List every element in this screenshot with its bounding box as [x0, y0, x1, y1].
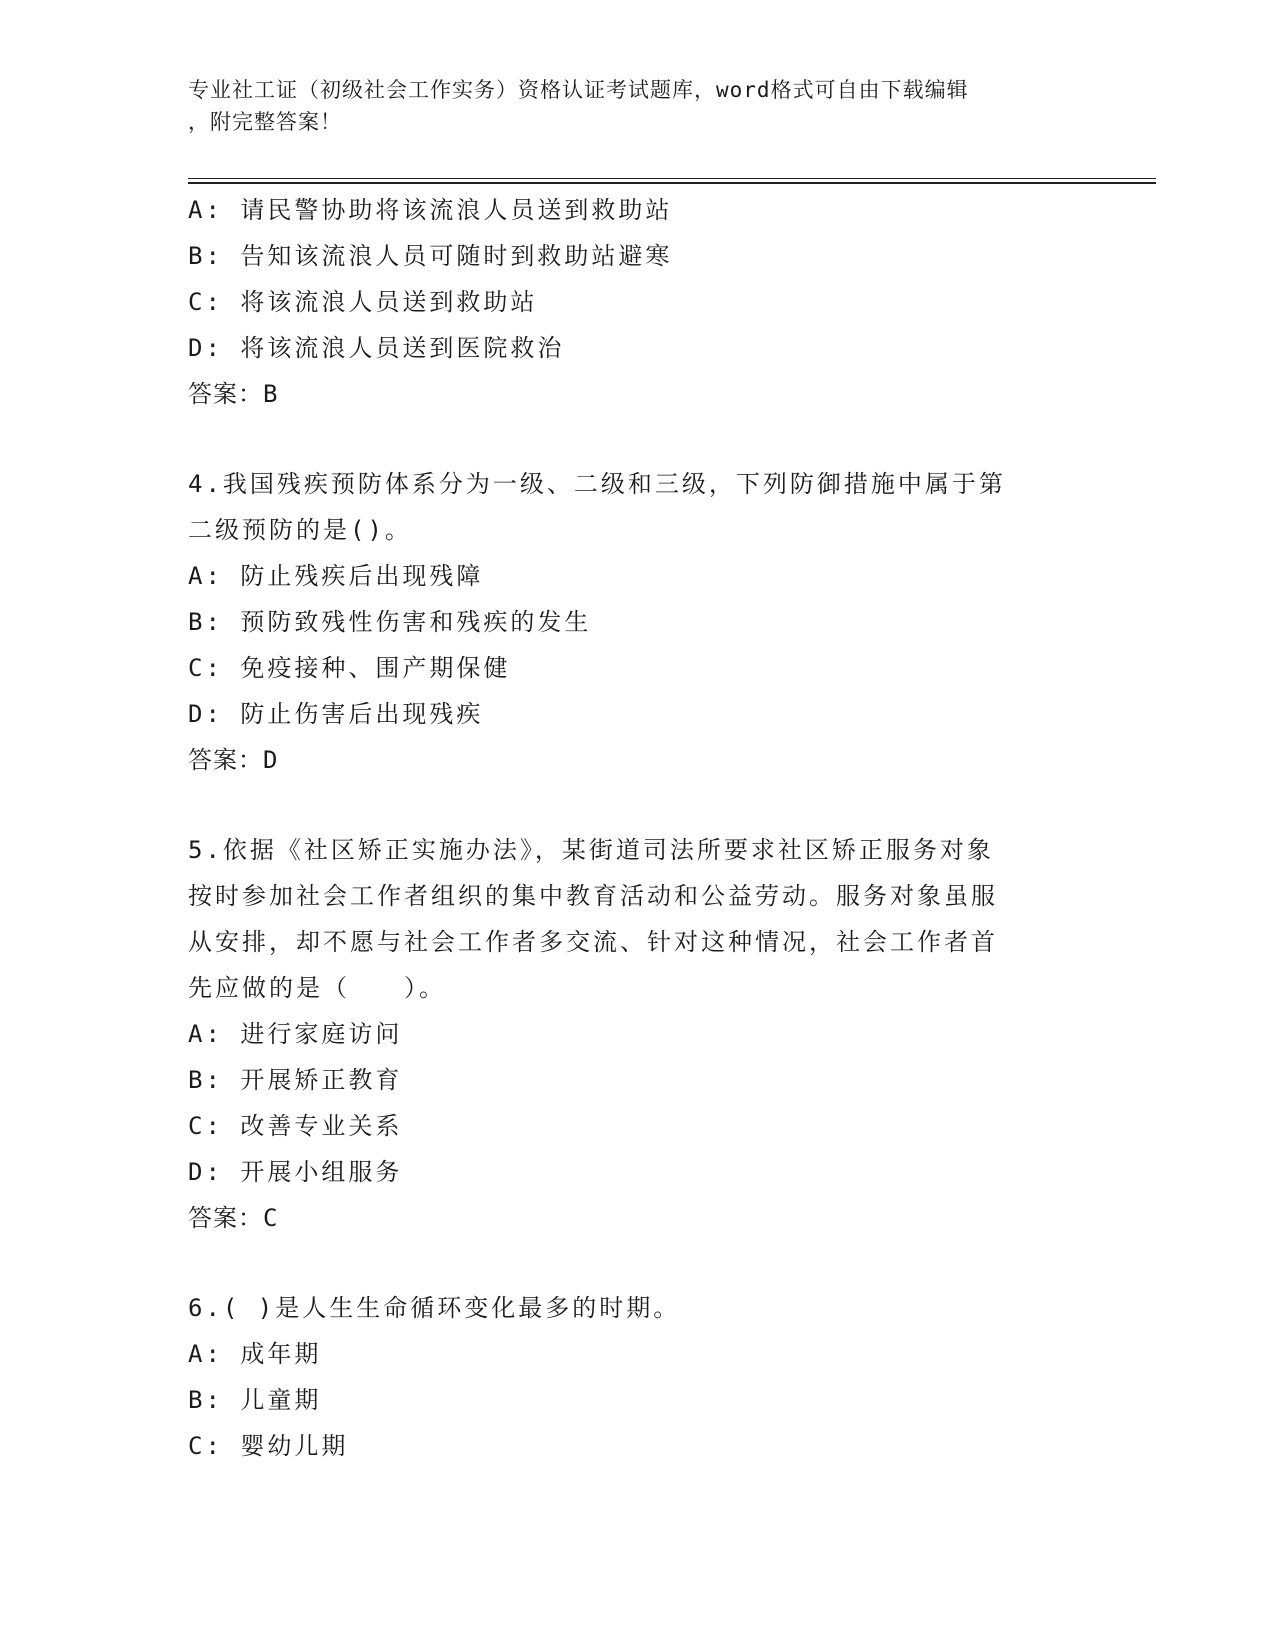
question-text-line: 从安排，却不愿与社会工作者多交流、针对这种情况，社会工作者首	[188, 928, 998, 956]
answer: 答案：B	[188, 380, 279, 408]
spacer	[188, 417, 1068, 461]
question-text	[188, 461, 1068, 553]
option-a: A: 防止残疾后出现残障	[188, 562, 484, 590]
answer: 答案：D	[188, 746, 279, 774]
header-line-1: 专业社工证（初级社会工作实务）资格认证考试题库，word格式可自由下载编辑	[188, 78, 969, 102]
question-text-line: 按时参加社会工作者组织的集中教育活动和公益劳动。服务对象虽服	[188, 882, 998, 910]
option-d: D: 防止伤害后出现残疾	[188, 700, 484, 728]
question-text-line: 5.依据《社区矫正实施办法》，某街道司法所要求社区矫正服务对象	[188, 836, 994, 864]
question-text-line: 先应做的是（ ）。	[188, 974, 446, 1002]
option-a: A: 进行家庭访问	[188, 1020, 403, 1048]
spacer	[188, 1241, 1068, 1285]
option-c: C: 婴幼儿期	[188, 1432, 349, 1460]
question-text	[188, 827, 1068, 1011]
question-6	[188, 1285, 1068, 1469]
question-text-line: 6.( )是人生生命循环变化最多的时期。	[188, 1294, 681, 1322]
option-c: C: 改善专业关系	[188, 1112, 403, 1140]
option-d: D: 开展小组服务	[188, 1158, 403, 1186]
answer: 答案：C	[188, 1204, 279, 1232]
question-5	[188, 827, 1068, 1241]
option-b: B: 开展矫正教育	[188, 1066, 403, 1094]
option-c: C: 免疫接种、围产期保健	[188, 654, 511, 682]
option-b: B: 预防致残性伤害和残疾的发生	[188, 608, 592, 636]
header-divider	[188, 178, 1156, 184]
question-list	[188, 187, 1068, 1469]
question-text	[188, 1285, 1068, 1331]
spacer	[188, 783, 1068, 827]
question-text-line: 二级预防的是()。	[188, 516, 412, 544]
option-c: C: 将该流浪人员送到救助站	[188, 288, 538, 316]
option-a: A: 请民警协助将该流浪人员送到救助站	[188, 196, 673, 224]
option-b: B: 儿童期	[188, 1386, 322, 1414]
option-a: A: 成年期	[188, 1340, 322, 1368]
question-3	[188, 187, 1068, 417]
question-text-line: 4.我国残疾预防体系分为一级、二级和三级，下列防御措施中属于第	[188, 470, 1006, 498]
question-4	[188, 461, 1068, 783]
document-header	[188, 74, 1068, 138]
header-line-2: ，附完整答案！	[188, 110, 342, 134]
option-d: D: 将该流浪人员送到医院救治	[188, 334, 565, 362]
option-b: B: 告知该流浪人员可随时到救助站避寒	[188, 242, 673, 270]
